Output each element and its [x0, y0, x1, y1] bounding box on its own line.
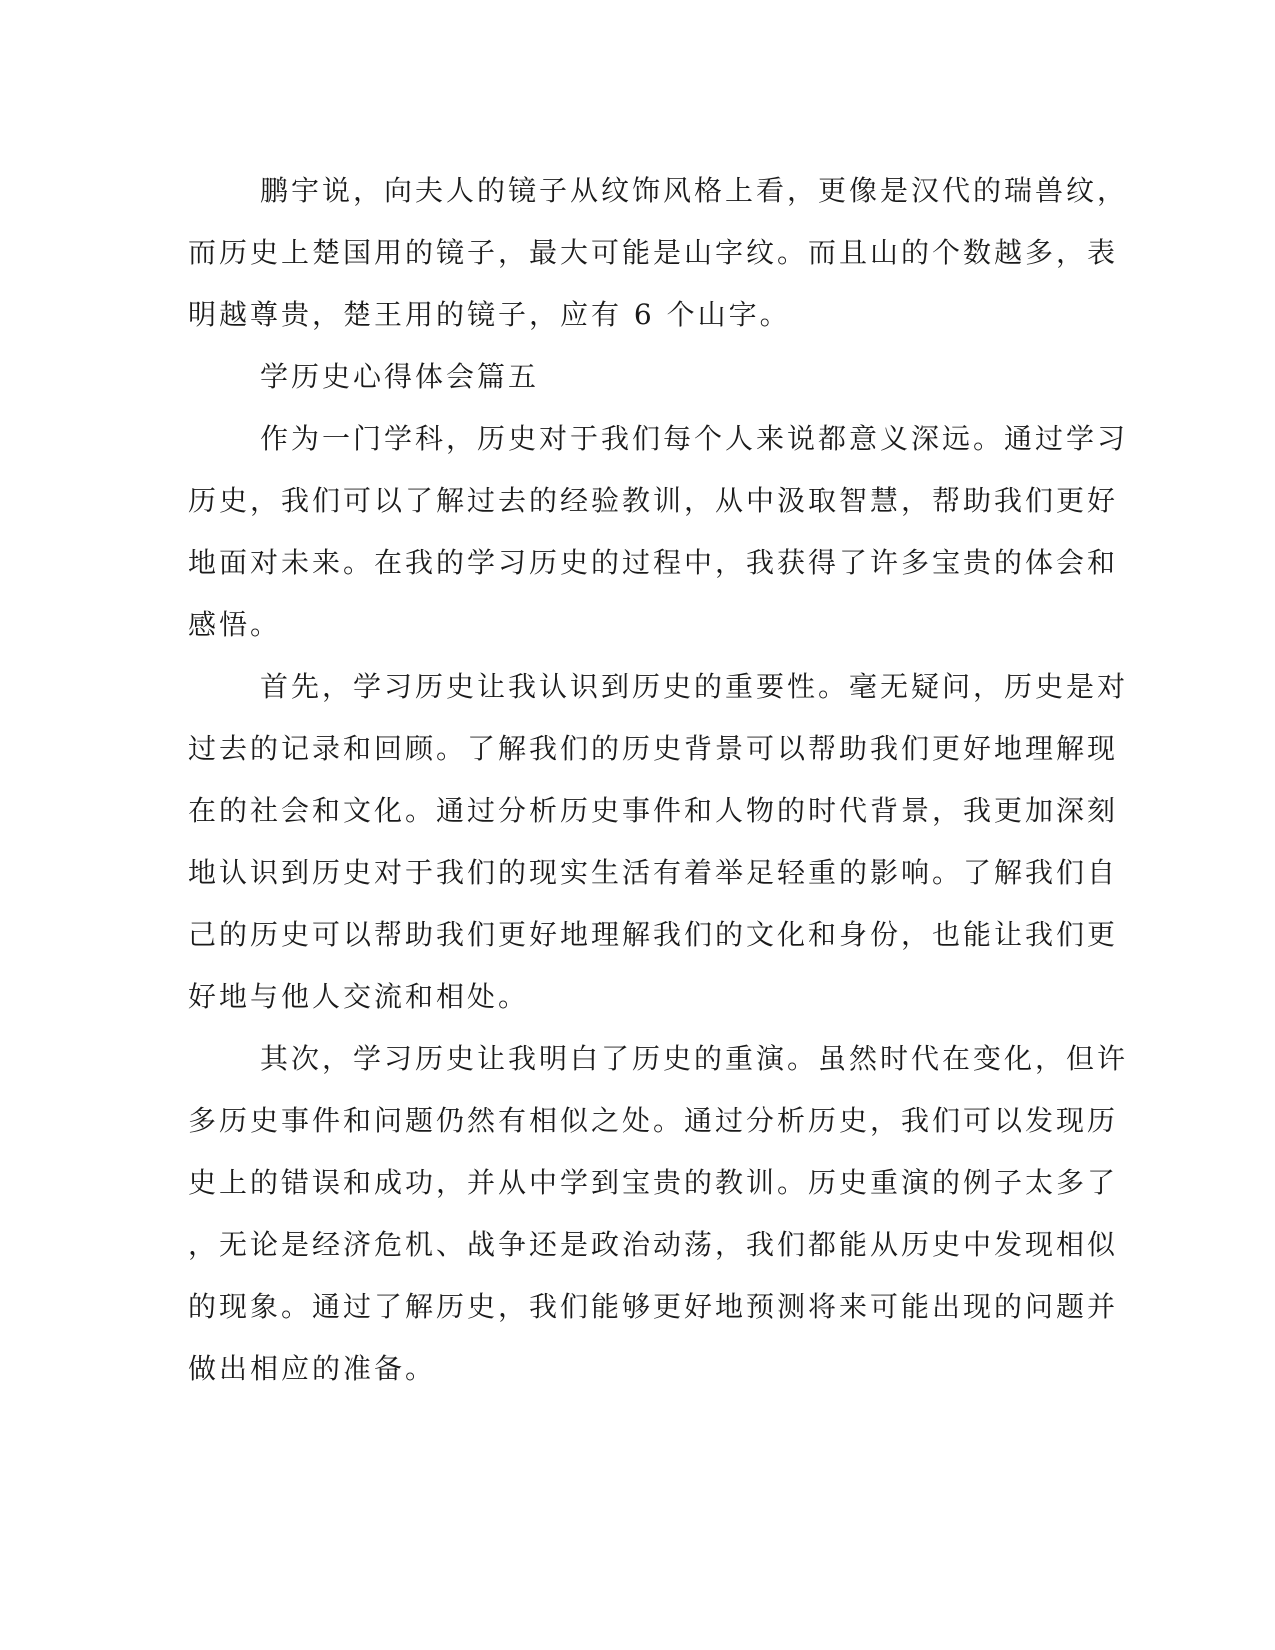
- text-line: 在的社会和文化。通过分析历史事件和人物的时代背景，我更加深刻: [188, 794, 1119, 827]
- text-line: 己的历史可以帮助我们更好地理解我们的文化和身份，也能让我们更: [188, 918, 1119, 951]
- text-line: 多历史事件和问题仍然有相似之处。通过分析历史，我们可以发现历: [188, 1104, 1119, 1137]
- paragraph-first: [188, 656, 1129, 1028]
- section-heading: [188, 346, 1068, 408]
- text-line: 其次，学习历史让我明白了历史的重演。虽然时代在变化，但许: [260, 1042, 1129, 1075]
- text-line: 感悟。: [188, 608, 282, 641]
- text-line: 而历史上楚国用的镜子，最大可能是山字纹。而且山的个数越多，表: [188, 236, 1119, 269]
- paragraph-second: [188, 1028, 1129, 1400]
- paragraph-intro: [188, 408, 1129, 656]
- text-line: 首先，学习历史让我认识到历史的重要性。毫无疑问，历史是对: [260, 670, 1129, 703]
- text-line: 的现象。通过了解历史，我们能够更好地预测将来可能出现的问题并: [188, 1290, 1119, 1323]
- text-line: 明越尊贵，楚王用的镜子，应有 6 个山字。: [188, 298, 791, 331]
- text-line: 地面对未来。在我的学习历史的过程中，我获得了许多宝贵的体会和: [188, 546, 1119, 579]
- section-heading-text: 学历史心得体会篇五: [260, 360, 540, 393]
- text-line: 作为一门学科，历史对于我们每个人来说都意义深远。通过学习: [260, 422, 1129, 455]
- text-line: 地认识到历史对于我们的现实生活有着举足轻重的影响。了解我们自: [188, 856, 1119, 889]
- text-line: 史上的错误和成功，并从中学到宝贵的教训。历史重演的例子太多了: [188, 1166, 1119, 1199]
- paragraph-mirror: [188, 160, 1129, 346]
- text-line: 做出相应的准备。: [188, 1352, 437, 1385]
- text-line: 好地与他人交流和相处。: [188, 980, 530, 1013]
- text-line: 过去的记录和回顾。了解我们的历史背景可以帮助我们更好地理解现: [188, 732, 1119, 765]
- text-line: ，无论是经济危机、战争还是政治动荡，我们都能从历史中发现相似: [188, 1228, 1119, 1261]
- text-line: 历史，我们可以了解过去的经验教训，从中汲取智慧，帮助我们更好: [188, 484, 1119, 517]
- text-line: 鹏宇说，向夫人的镜子从纹饰风格上看，更像是汉代的瑞兽纹，: [260, 174, 1129, 207]
- document-body: [188, 160, 1129, 1400]
